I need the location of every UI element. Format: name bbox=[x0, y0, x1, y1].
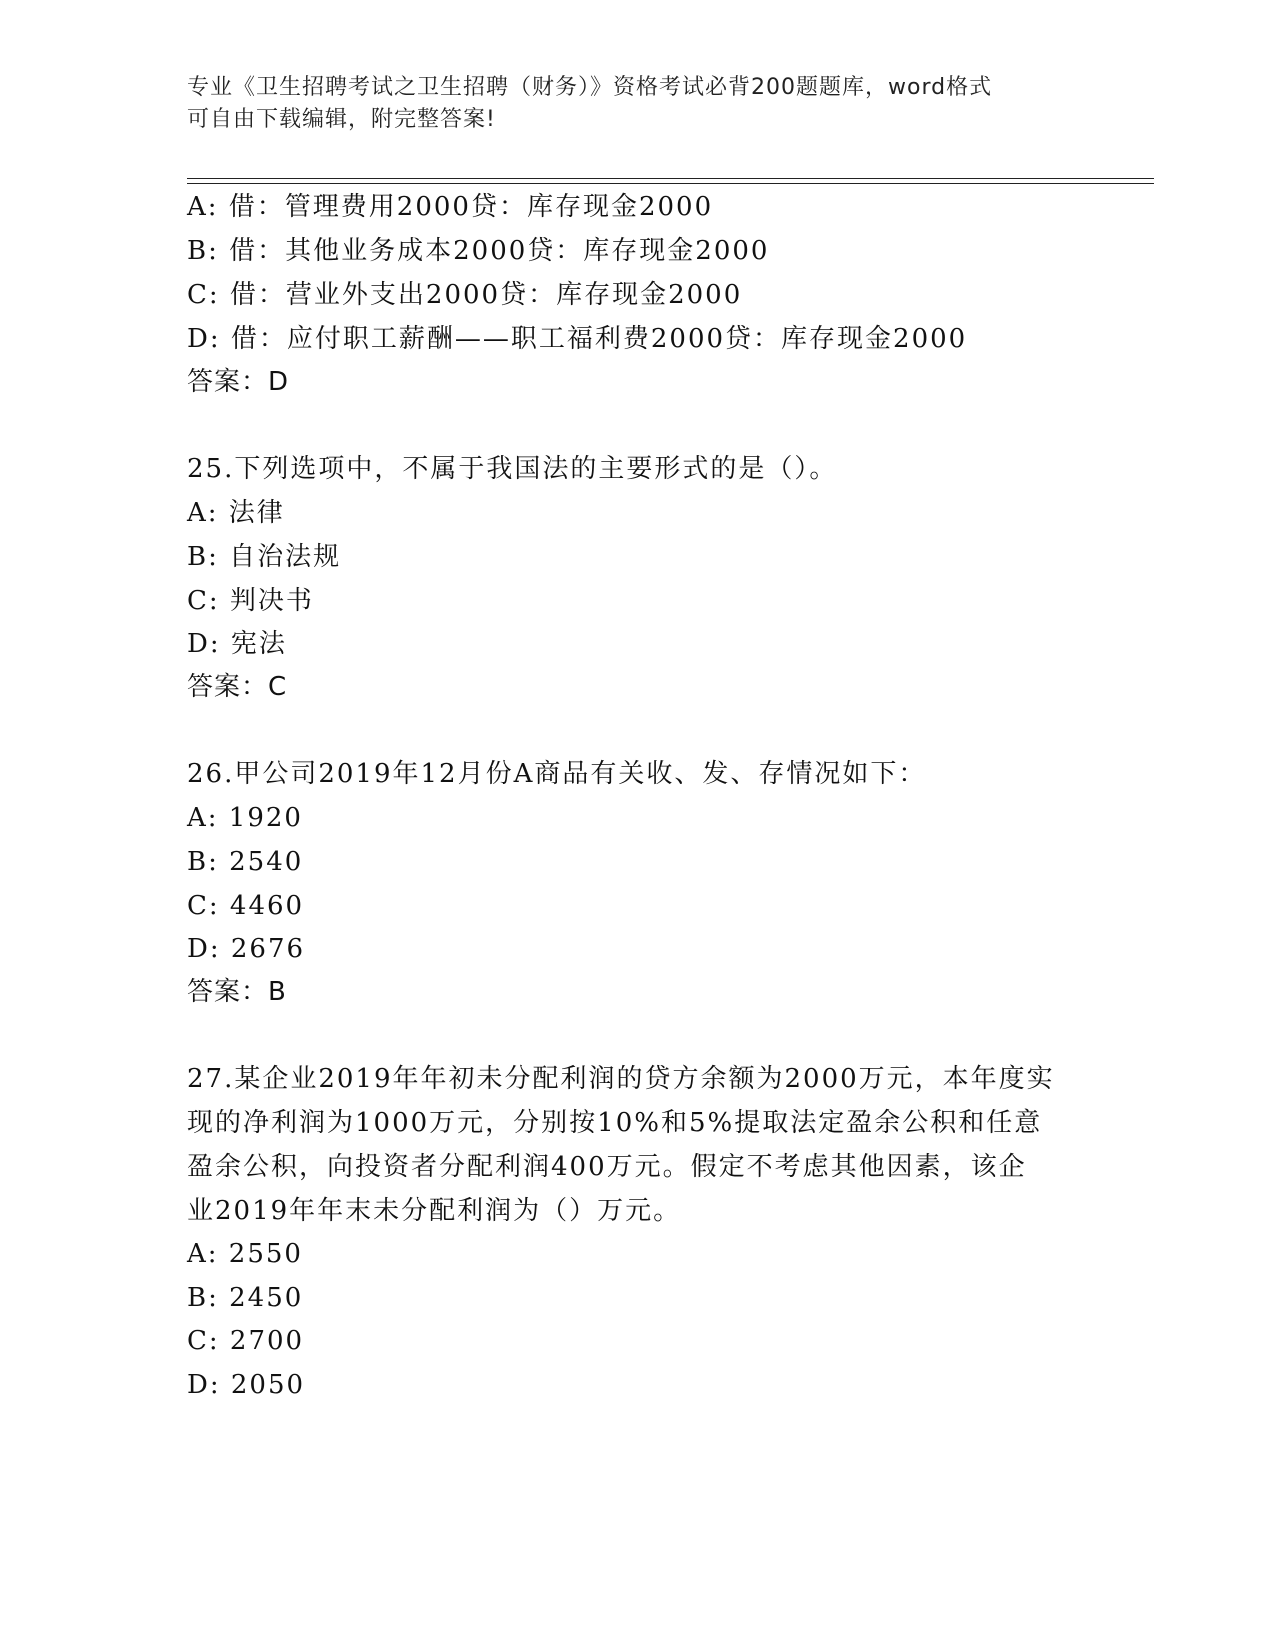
q24-option-d: D: 借：应付职工薪酬——职工福利费2000贷：库存现金2000 bbox=[187, 324, 968, 354]
q26-stem: 26.甲公司2019年12月份A商品有关收、发、存情况如下： bbox=[187, 759, 927, 789]
document-header bbox=[187, 72, 1087, 136]
q27-option-d: D: 2050 bbox=[187, 1370, 306, 1400]
q25-option-c: C: 判决书 bbox=[187, 586, 314, 616]
q25-option-b: B: 自治法规 bbox=[187, 542, 342, 572]
header-title-line-2: 可自由下载编辑，附完整答案! bbox=[187, 107, 496, 132]
q27-stem-line-2: 现的净利润为1000万元，分别按10%和5%提取法定盈余公积和任意 bbox=[187, 1108, 1043, 1138]
q27-option-c: C: 2700 bbox=[187, 1326, 305, 1356]
q24-answer: 答案：D bbox=[187, 367, 290, 397]
q26-answer: 答案：B bbox=[187, 977, 287, 1007]
q26-option-c: C: 4460 bbox=[187, 891, 305, 921]
q27-option-b: B: 2450 bbox=[187, 1283, 304, 1313]
q26-option-a: A: 1920 bbox=[187, 803, 303, 833]
q24-option-c: C: 借：营业外支出2000贷：库存现金2000 bbox=[187, 280, 743, 310]
q27-option-a: A: 2550 bbox=[187, 1239, 303, 1269]
q26-option-b: B: 2540 bbox=[187, 847, 304, 877]
q25-stem: 25.下列选项中，不属于我国法的主要形式的是（）。 bbox=[187, 454, 838, 484]
header-divider-top bbox=[187, 178, 1154, 179]
q27-stem-line-3: 盈余公积，向投资者分配利润400万元。假定不考虑其他因素，该企 bbox=[187, 1152, 1027, 1182]
q24-option-b: B: 借：其他业务成本2000贷：库存现金2000 bbox=[187, 236, 770, 266]
q24-option-a: A: 借：管理费用2000贷：库存现金2000 bbox=[187, 192, 714, 222]
q25-option-d: D: 宪法 bbox=[187, 629, 287, 659]
header-title-line-1: 专业《卫生招聘考试之卫生招聘（财务）》资格考试必背200题题库，word格式 bbox=[187, 75, 993, 100]
q26-option-d: D: 2676 bbox=[187, 934, 306, 964]
header-divider-bottom bbox=[187, 183, 1154, 184]
q27-stem-line-4: 业2019年年末未分配利润为（）万元。 bbox=[187, 1196, 682, 1226]
q27-stem-line-1: 27.某企业2019年年初未分配利润的贷方余额为2000万元，本年度实 bbox=[187, 1064, 1055, 1094]
q25-option-a: A: 法律 bbox=[187, 498, 285, 528]
q25-answer: 答案：C bbox=[187, 672, 288, 702]
